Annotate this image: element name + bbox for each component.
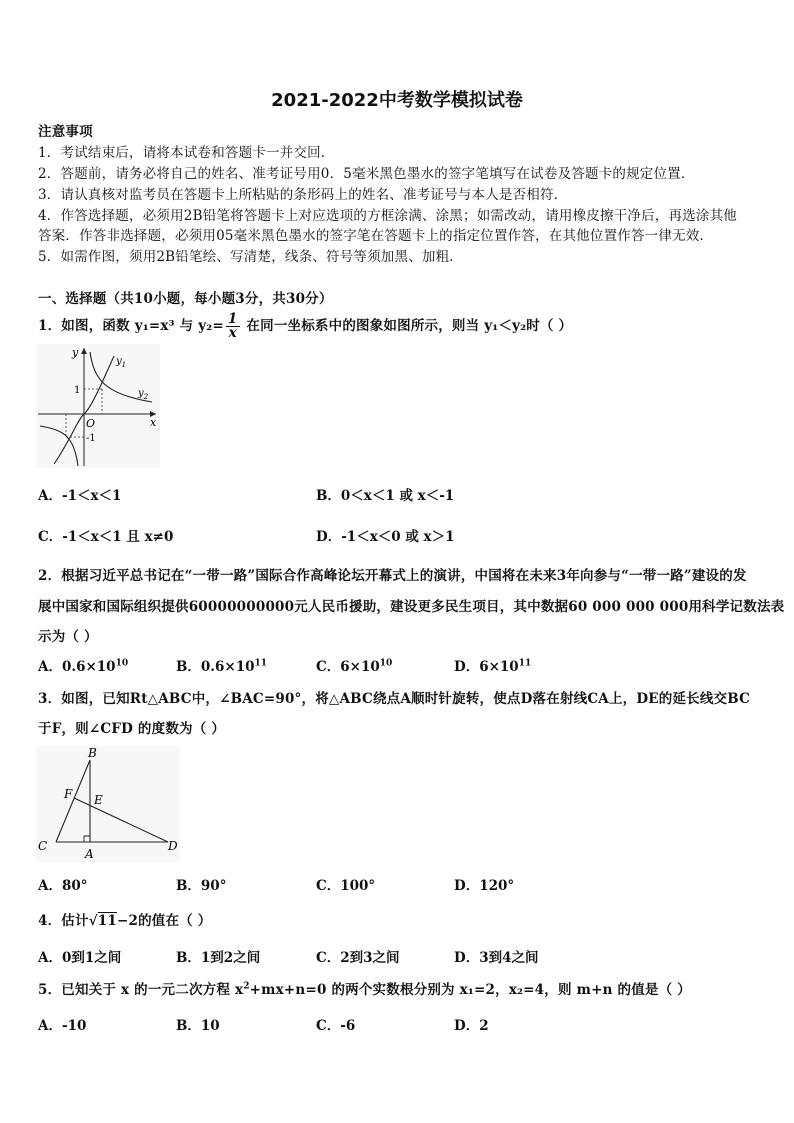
notice-heading: 注意事项 — [38, 124, 93, 140]
q5-square: 2 — [243, 981, 250, 992]
question-5-stem — [38, 978, 691, 998]
notice-item-1: 1．考试结束后，请将本试卷和答题卡一并交回． — [38, 145, 335, 161]
point-c-label: C — [38, 839, 48, 853]
q2-option-a-base: A．0.6×10 — [38, 659, 116, 675]
q2-option-d-base: D．6×10 — [454, 659, 519, 675]
q4-prefix: 4．估计 — [38, 913, 89, 929]
q2-option-d-exp: 11 — [518, 658, 532, 669]
point-b-label: B — [88, 746, 97, 760]
notice-item-2: 2．答题前，请务必将自己的姓名、准考证号用0．5毫米黑色墨水的签字笔填写在试卷及答题卡的规定位置． — [38, 166, 695, 182]
q1-fraction — [226, 313, 240, 340]
q4-radicand: 11 — [97, 913, 117, 929]
q5-option-c[interactable]: C．-6 — [316, 1018, 356, 1034]
q3-option-d[interactable]: D．120° — [454, 878, 515, 894]
q2-option-b-base: B．0.6×10 — [176, 659, 255, 675]
q5-option-a[interactable]: A．-10 — [38, 1018, 87, 1034]
q2-option-b-exp: 11 — [254, 658, 268, 669]
q1-func-2: y₂= — [198, 318, 224, 334]
q1-option-a[interactable]: A．-1＜x＜1 — [38, 488, 122, 504]
q1-frac-num: 1 — [227, 311, 238, 327]
q2-option-a-exp: 10 — [115, 658, 129, 669]
q1-option-c[interactable]: C．-1＜x＜1 且 x≠0 — [38, 529, 174, 545]
q2-option-c[interactable] — [316, 655, 392, 675]
page-title: 2021-2022中考数学模拟试卷 — [271, 90, 523, 111]
q1-graph — [36, 344, 160, 468]
question-2-line-2: 展中国家和国际组织提供60000000000元人民币援助，建设更多民生项目，其中数据60 000 000 000用科学记数法表 — [38, 599, 785, 615]
question-1-stem — [38, 313, 572, 340]
label-y1: $y_1$ — [116, 356, 127, 369]
q5-option-d[interactable]: D．2 — [454, 1018, 489, 1034]
q1-func-1: y₁=x³ — [134, 318, 175, 334]
question-2-line-1: 2．根据习近平总书记在“一带一路”国际合作高峰论坛开幕式上的演讲，中国将在未来3年向参与“一带一路”建设的发 — [38, 568, 747, 584]
q4-option-d[interactable]: D．3到4之间 — [454, 950, 539, 966]
q4-option-b[interactable]: B．1到2之间 — [176, 950, 261, 966]
q3-option-b[interactable]: B．90° — [176, 878, 227, 894]
q3-figure-bg — [36, 746, 180, 862]
label-x: x — [150, 416, 157, 429]
q2-option-d[interactable] — [454, 655, 531, 675]
label-y: y — [72, 346, 79, 359]
q1-option-d[interactable]: D．-1＜x＜0 或 x＞1 — [316, 529, 455, 545]
section-heading: 一、选择题（共10小题，每小题3分，共30分） — [38, 291, 333, 307]
q2-option-c-base: C．6×10 — [316, 659, 380, 675]
q5-option-b[interactable]: B．10 — [176, 1018, 220, 1034]
q5-suffix: +mx+n=0 的两个实数根分别为 x₁=2，x₂=4，则 m+n 的值是（ ） — [249, 982, 691, 998]
q1-suffix: 在同一坐标系中的图象如图所示，则当 y₁＜y₂时（ ） — [246, 318, 573, 334]
q2-option-a[interactable] — [38, 655, 128, 675]
question-3-line-1: 3．如图，已知Rt△ABC中，∠BAC=90°，将△ABC绕点A顺时针旋转，使点D落在射线CA上，DE的延长线交BC — [38, 691, 751, 707]
q1-option-b[interactable]: B．0＜x＜1 或 x＜-1 — [316, 488, 455, 504]
q2-option-b[interactable] — [176, 655, 267, 675]
point-f-label: F — [64, 787, 73, 801]
notice-item-4: 4．作答选择题，必须用2B铅笔将答题卡上对应选项的方框涂满、涂黑；如需改动，请用橡皮擦干净后，再选涂其他 — [38, 208, 737, 224]
point-d-label: D — [168, 839, 178, 853]
point-a-label: A — [85, 847, 94, 861]
q4-option-a[interactable]: A．0到1之间 — [38, 950, 122, 966]
notice-item-5: 5．如需作图，须用2B铅笔绘、写清楚，线条、符号等须加黑、加粗． — [38, 249, 463, 265]
label-y2: $y_2$ — [138, 388, 149, 401]
q3-figure — [36, 746, 180, 862]
label-origin: O — [86, 417, 96, 430]
notice-item-4-cont: 答案．作答非选择题，必须用05毫米黑色墨水的签字笔在答题卡上的指定位置作答，在其他位置作答一律无效． — [38, 228, 714, 244]
question-3-line-2: 于F，则∠CFD 的度数为（ ） — [38, 721, 226, 737]
q1-prefix: 1．如图，函数 — [38, 318, 130, 334]
label-one: 1 — [74, 385, 81, 396]
q2-option-c-exp: 10 — [379, 658, 393, 669]
label-neg-one: -1 — [86, 433, 96, 444]
q4-option-c[interactable]: C．2到3之间 — [316, 950, 400, 966]
q4-suffix: 的值在（ ） — [138, 913, 212, 929]
q1-mid: 与 — [179, 318, 194, 334]
q5-prefix: 5．已知关于 x 的一元二次方程 x — [38, 982, 244, 998]
q1-graph-bg — [36, 344, 160, 468]
sqrt-symbol: √ — [88, 913, 98, 929]
point-e-label: E — [94, 793, 103, 807]
q3-option-a[interactable]: A．80° — [38, 878, 88, 894]
question-2-line-3: 示为（ ） — [38, 629, 98, 645]
q4-after: −2 — [116, 913, 139, 929]
question-4-stem — [38, 909, 211, 929]
q1-frac-den: x — [228, 325, 237, 341]
q3-option-c[interactable]: C．100° — [316, 878, 376, 894]
notice-item-3: 3．请认真核对监考员在答题卡上所粘贴的条形码上的姓名、准考证号与本人是否相符． — [38, 187, 568, 203]
